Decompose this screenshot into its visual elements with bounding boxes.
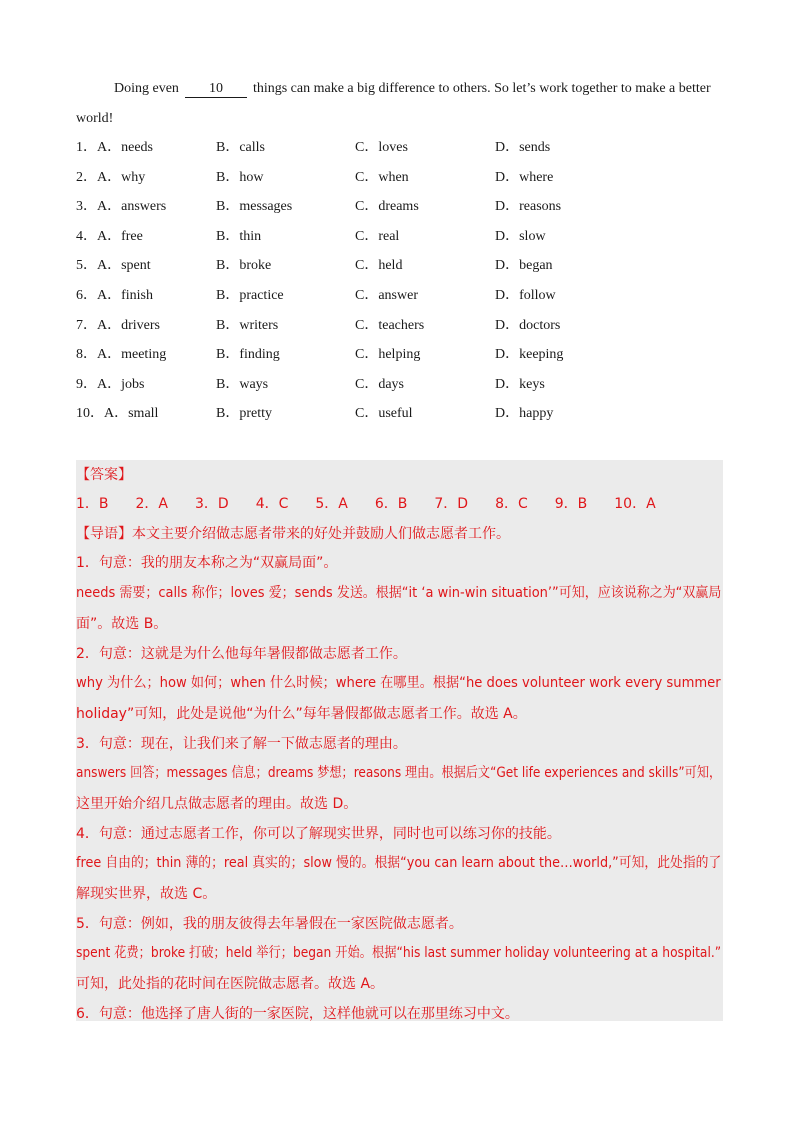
option-b: B．practice [216, 287, 284, 303]
option-d: D．keys [495, 376, 545, 392]
option-c: C．days [355, 376, 404, 392]
option-d: D．began [495, 258, 553, 274]
option-c: C．when [355, 169, 409, 185]
explanation-line: 可知，此处指的花时间在医院做志愿者。故选 A。 [76, 976, 385, 992]
answer-key: 2．A [135, 496, 168, 512]
question-row [76, 311, 728, 341]
explanation-line: why 为什么；how 如何；when 什么时候；where 在哪里。根据“he does volunteer work every summer [76, 675, 721, 691]
question-row [76, 340, 728, 370]
option-a: 7．A．drivers [76, 317, 160, 333]
option-a: 9．A．jobs [76, 376, 145, 392]
question-row [76, 281, 728, 311]
option-b: B．broke [216, 258, 272, 274]
option-a: 1．A．needs [76, 140, 153, 155]
option-a: 8．A．meeting [76, 347, 167, 363]
explanation-line: 6．句意：他选择了唐人街的一家医院，这样他就可以在那里练习中文。 [76, 1006, 519, 1022]
explanation-line: free 自由的；thin 薄的；real 真实的；slow 慢的。根据“you can learn about the…world,”可知，此处指的了 [76, 855, 722, 871]
explanation-line: 解现实世界，故选 C。 [76, 886, 217, 902]
answer-panel [76, 460, 723, 1021]
option-a: 4．A．free [76, 228, 143, 244]
question-row [76, 399, 728, 429]
passage-text-before: Doing even [114, 81, 179, 96]
answer-key: 6．B [374, 496, 408, 512]
option-c: C．answer [355, 287, 418, 303]
explanation-line: 2．句意：这就是为什么他每年暑假都做志愿者工作。 [76, 646, 407, 662]
explanation-line: 4．句意：通过志愿者工作，你可以了解现实世界，同时也可以练习你的技能。 [76, 826, 561, 842]
answer-key: 7．D [434, 496, 469, 512]
option-a: 10．A．small [76, 406, 159, 422]
option-a: 2．A．why [76, 169, 146, 185]
option-c: C．held [355, 258, 403, 274]
answer-key: 8．C [495, 496, 528, 512]
option-d: D．sends [495, 140, 551, 155]
answer-key: 5．A [315, 496, 348, 512]
passage-line-1 [76, 74, 728, 104]
option-c: C．teachers [355, 317, 425, 333]
question-row [76, 370, 728, 400]
option-b: B．messages [216, 199, 293, 215]
question-row [76, 192, 728, 222]
explanation-line: 3．句意：现在，让我们来了解一下做志愿者的理由。 [76, 736, 407, 752]
passage-ending [76, 74, 728, 134]
explanation-line: holiday”可知，此处是说他“为什么”每年暑假都做志愿者工作。故选 A。 [76, 706, 527, 722]
option-b: B．pretty [216, 406, 272, 422]
explanation-line: answers 回答；messages 信息；dreams 梦想；reasons 理由。根据后文“Get life experiences and skills”可知， [76, 765, 722, 781]
option-b: B．calls [216, 140, 265, 155]
question-row [76, 222, 728, 252]
option-b: B．finding [216, 347, 280, 363]
answer-key: 10．A [614, 496, 656, 512]
explanation-line: needs 需要；calls 称作；loves 爱；sends 发送。根据“it ‘a win-win situation’”可知，应该说称之为“双赢局 [76, 585, 722, 601]
answer-heading: 【答案】 [76, 467, 132, 483]
question-row [76, 133, 728, 163]
option-d: D．follow [495, 287, 556, 303]
blank-10: 10 [185, 81, 247, 98]
option-c: C．helping [355, 347, 421, 363]
option-b: B．how [216, 169, 264, 185]
answer-key: 1．B [76, 496, 109, 512]
answer-key: 3．D [195, 496, 229, 512]
explanation-line: 5．句意：例如，我的朋友彼得去年暑假在一家医院做志愿者。 [76, 916, 463, 932]
answer-key: 4．C [255, 496, 289, 512]
explanation-line: 1．句意：我的朋友本称之为“双赢局面”。 [76, 555, 338, 571]
question-row [76, 163, 728, 193]
explanation-line: spent 花费；broke 打破；held 举行；began 开始。根据“his last summer holiday volunteering at a hospital.” [76, 945, 722, 961]
option-c: C．useful [355, 406, 413, 422]
answer-key: 9．B [554, 496, 588, 512]
explanation-line: 【导语】本文主要介绍做志愿者带来的好处并鼓励人们做志愿者工作。 [76, 526, 510, 542]
option-d: D．happy [495, 406, 554, 422]
option-c: C．dreams [355, 199, 419, 215]
option-b: B．writers [216, 317, 279, 333]
answer-keys [76, 493, 683, 513]
option-b: B．thin [216, 228, 262, 244]
explanation-line: 面”。故选 B。 [76, 616, 168, 632]
option-d: D．where [495, 169, 554, 185]
passage-line-2: world! [76, 111, 114, 126]
option-c: C．real [355, 228, 400, 244]
option-d: D．doctors [495, 317, 561, 333]
option-a: 6．A．finish [76, 287, 153, 303]
option-d: D．reasons [495, 199, 562, 215]
options-list [76, 133, 728, 429]
option-d: D．slow [495, 228, 546, 244]
option-d: D．keeping [495, 347, 564, 363]
option-c: C．loves [355, 140, 408, 155]
question-row [76, 251, 728, 281]
option-a: 3．A．answers [76, 199, 167, 215]
option-a: 5．A．spent [76, 258, 151, 274]
explanation-line: 这里开始介绍几点做志愿者的理由。故选 D。 [76, 796, 358, 812]
passage-text-after: things can make a big difference to others. So let’s work together to make a better [252, 81, 711, 96]
option-b: B．ways [216, 376, 269, 392]
